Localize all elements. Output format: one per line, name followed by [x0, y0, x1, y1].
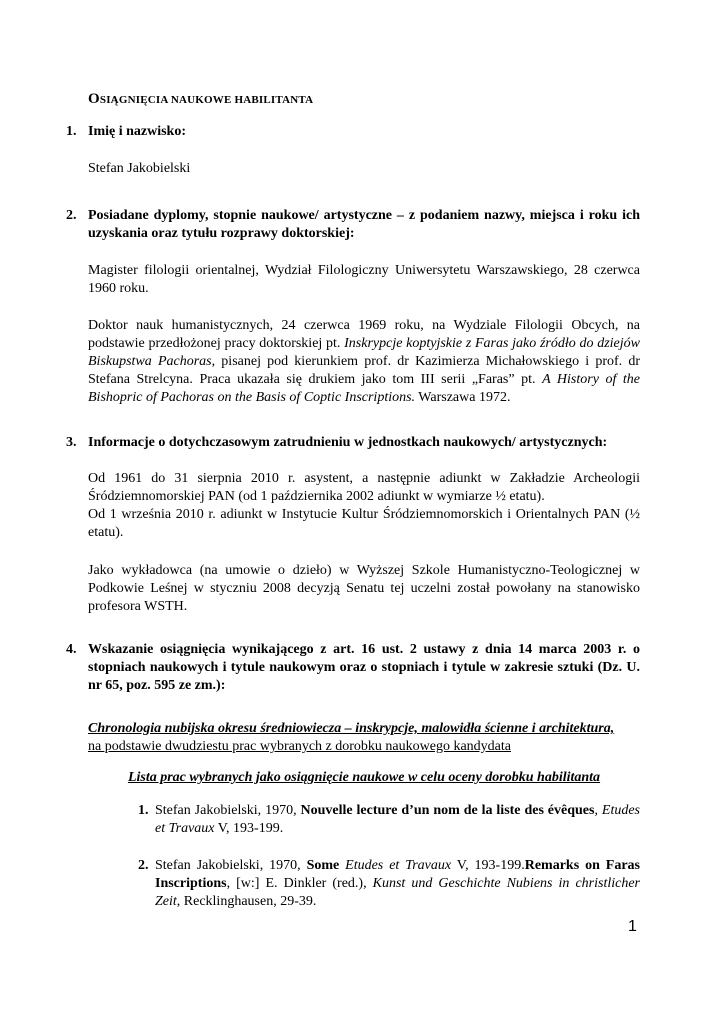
- section-3-number: 3.: [66, 435, 77, 450]
- section-3-heading: Informacje o dotychczasowym zatrudnieniu w jednostkach naukowych/ artystycznych:: [88, 435, 608, 450]
- list-item-number: 1.: [138, 803, 149, 818]
- lecturer-paragraph: Jako wykładowca (na umowie o dzieło) w Wyższej Szkole Humanistyczno-Teologicznej w Podkowie Leśnej w styczniu 2008 decyzją Senatu tej uczelni został powołany na stanowisko profesora WSTH.: [88, 563, 640, 614]
- section-4-heading: Wskazanie osiągnięcia wynikającego z art. 16 ust. 2 ustawy z dnia 14 marca 2003 r. o stopniach naukowych i tytule naukowym oraz o stopniach i tytule w zakresie sztuki (Dz. U. nr 65, poz. 595 ze zm.):: [88, 642, 640, 693]
- section-1-heading: Imię i nazwisko:: [88, 124, 186, 139]
- employment-paragraph-2: Od 1 września 2010 r. adiunkt w Instytucie Kultur Śródziemnomorskich i Orientalnych PAN (½ etatu).: [88, 507, 640, 540]
- page-title: OSIĄGNIĘCIA NAUKOWE HABILITANTA: [88, 91, 314, 107]
- employment-paragraph-1: Od 1961 do 31 sierpnia 2010 r. asystent, a następnie adiunkt w Zakładzie Archeologii Śródziemnomorskiej PAN (od 1 października 2002 adiunkt w wymiarze ½ etatu).: [88, 471, 640, 504]
- masters-degree-paragraph: Magister filologii orientalnej, Wydział Filologiczny Uniwersytetu Warszawskiego, 28 czerwca 1960 roku.: [88, 263, 640, 296]
- achievement-subtitle: na podstawie dwudziestu prac wybranych z dorobku naukowego kandydata: [88, 739, 511, 754]
- list-item: Stefan Jakobielski, 1970, Nouvelle lecture d’un nom de la liste des évêques, Etudes et Travaux V, 193-199.: [155, 803, 640, 836]
- selected-works-list-title: Lista prac wybranych jako osiągnięcie naukowe w celu oceny dorobku habilitanta: [127, 770, 601, 785]
- doctorate-paragraph: Doktor nauk humanistycznych, 24 czerwca 1969 roku, na Wydziale Filologii Obcych, na podstawie przedłożonej pracy doktorskiej pt. Inskrypcje koptyjskie z Faras jako źródło do dziejów Biskupstwa Pachoras, pisanej pod kierunkiem prof. dr Kazimierza Michałowskiego i prof. dr Stefana Strelcyna. Praca ukazała się drukiem jako tom III serii „Faras” pt. A History of the Bishopric of Pachoras on the Basis of Coptic Inscriptions. Warszawa 1972.: [88, 318, 640, 405]
- list-item: Stefan Jakobielski, 1970, Some Etudes et Travaux V, 193-199.Remarks on Faras Inscriptions, [w:] E. Dinkler (red.), Kunst und Geschichte Nubiens in christlicher Zeit, Recklinghausen, 29-39.: [155, 858, 640, 909]
- section-4-number: 4.: [66, 642, 77, 657]
- candidate-name: Stefan Jakobielski: [88, 161, 191, 176]
- section-2-number: 2.: [66, 208, 77, 223]
- section-1-number: 1.: [66, 124, 77, 139]
- page-number: 1: [628, 918, 637, 935]
- section-2-heading: Posiadane dyplomy, stopnie naukowe/ artystyczne – z podaniem nazwy, miejsca i roku ich uzyskania oraz tytułu rozprawy doktorskiej:: [88, 208, 640, 241]
- achievement-title: Chronologia nubijska okresu średniowiecza – inskrypcje, malowidła ścienne i architektura,: [88, 721, 615, 736]
- list-item-number: 2.: [138, 858, 149, 873]
